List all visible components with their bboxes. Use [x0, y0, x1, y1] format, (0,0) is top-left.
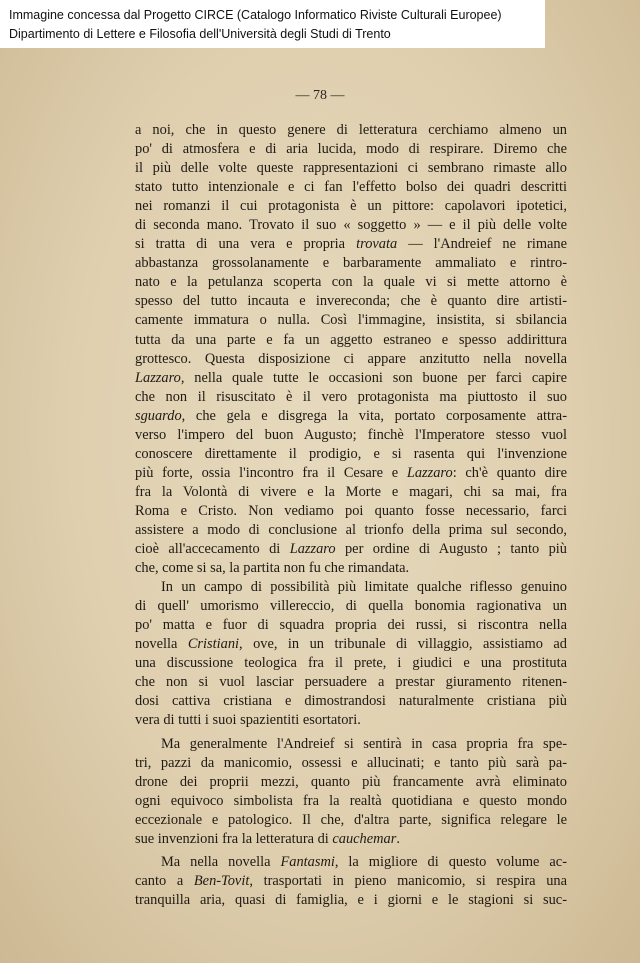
text-line: a noi, che in questo genere di letteratura cerchiamo almeno un — [135, 122, 567, 138]
image-credit-banner — [0, 0, 545, 48]
text-line: tranquilla aria, quasi di famiglia, e i giorni e le stagioni si suc- — [135, 891, 567, 908]
credit-line-2: Dipartimento di Lettere e Filosofia dell'Università degli Studi di Trento — [9, 27, 391, 41]
text-line: Roma e Cristo. Non vediamo poi quanto fosse necessario, farci — [135, 502, 567, 519]
paragraph-first-line: Ma generalmente l'Andreief si sentirà in casa propria fra spe- — [161, 735, 567, 752]
text-line: più forte, ossia l'incontro fra il Cesare e Lazzaro: ch'è quanto dire — [135, 464, 567, 481]
paragraph-first-line: In un campo di possibilità più limitate qualche riflesso genuino — [161, 579, 567, 596]
text-line: po' matta e fuor di squadra propria dei russi, si riscontra nella — [135, 617, 567, 634]
page-number: — 78 — — [295, 88, 345, 103]
text-line: il più delle volte queste rappresentazioni ci sembrano rimaste allo — [135, 160, 567, 177]
text-line: tutta da una parte e fa un aggetto estraneo e spesso addirittura — [135, 331, 567, 348]
credit-line-1: Immagine concessa dal Progetto CIRCE (Catalogo Informatico Riviste Culturali Europee) — [9, 8, 502, 22]
text-line: po' di atmosfera e di aria lucida, modo di respirare. Diremo che — [135, 141, 567, 158]
text-line: conoscere direttamente il prodigio, e si rasenta qui l'invenzione — [135, 445, 567, 462]
text-line: nei romanzi il cui protagonista è un pittore: capolavori ipotetici, — [135, 198, 567, 215]
text-line: spesso del tutto incauta e invereconda; che è quanto dire artisti- — [135, 293, 567, 310]
paragraph-first-line: Ma nella novella Fantasmi, la migliore di questo volume ac- — [161, 853, 567, 870]
text-line: canto a Ben-Tovit, trasportati in pieno manicomio, si respira una — [135, 872, 567, 889]
text-line: una discussione teologica fra il prete, i giudici e una prostituta — [135, 655, 567, 672]
text-line: vera di tutti i suoi spazientiti esortatori. — [135, 712, 361, 729]
text-line: che non il risuscitato è il vero protagonista ma piuttosto il suo — [135, 388, 567, 405]
text-line: abbastanza grossolanamente e barbaramente ammaliato e rintro- — [135, 255, 567, 272]
text-line: novella Cristiani, ove, in un tribunale di villaggio, assistiamo ad — [135, 636, 567, 653]
text-line: grottesco. Questa disposizione ci appare anzitutto nella novella — [135, 350, 567, 367]
text-line: sue invenzioni fra la letteratura di cauchemar. — [135, 830, 400, 847]
text-line: che, come si sa, la partita non fu che rimandata. — [135, 560, 410, 577]
text-line: che non si vuol lasciar persuadere a prestar giuramento ritenen- — [135, 674, 567, 691]
text-line: verso l'impero del buon Augusto; finchè l'Imperatore stesso vuol — [135, 426, 567, 443]
text-line: eccezionale e patologico. Il che, d'altra parte, significa relegare le — [135, 811, 567, 828]
text-line: tri, pazzi da manicomio, ossessi e allucinati; e tanto più sarà pa- — [135, 754, 567, 771]
text-line: drone dei proprii mezzi, quanto più francamente avrà eliminato — [135, 773, 567, 790]
text-line: Lazzaro, nella quale tutte le occasioni son buone per farci capire — [135, 369, 567, 386]
text-line: ogni equivoco simbolista fra la realtà quotidiana e questo mondo — [135, 792, 567, 809]
text-line: nato e la petulanza scoperta con la quale vi si mette attorno è — [135, 274, 567, 291]
text-line: fra la Volontà di vivere e la Morte e magari, chi sa mai, fra — [135, 483, 567, 500]
text-line: assistere a modo di conclusione al trionfo della prima sul secondo, — [135, 521, 567, 538]
text-line: dosi cattiva cristiana e dimostrandosi naturalmente cristiana più — [135, 693, 567, 710]
text-line: cioè all'accecamento di Lazzaro per ordine di Augusto ; tanto più — [135, 541, 567, 558]
body-text — [135, 121, 567, 910]
text-line: si tratta di una vera e propria trovata — l'Andreief ne rimane — [135, 236, 567, 253]
text-line: di quell' umorismo villereccio, di quella bonomia ragionativa un — [135, 598, 567, 615]
text-line: di seconda mano. Trovato il suo « soggetto » — e il più delle volte — [135, 217, 567, 234]
text-line: stato tutto intenzionale e ci fan l'effetto bolso dei quadri descritti — [135, 179, 567, 196]
text-line: sguardo, che gela e disgrega la vita, portato corposamente attra- — [135, 407, 567, 424]
text-line: camente immatura o nulla. Così l'immagine, insistita, si sbilancia — [135, 312, 567, 329]
